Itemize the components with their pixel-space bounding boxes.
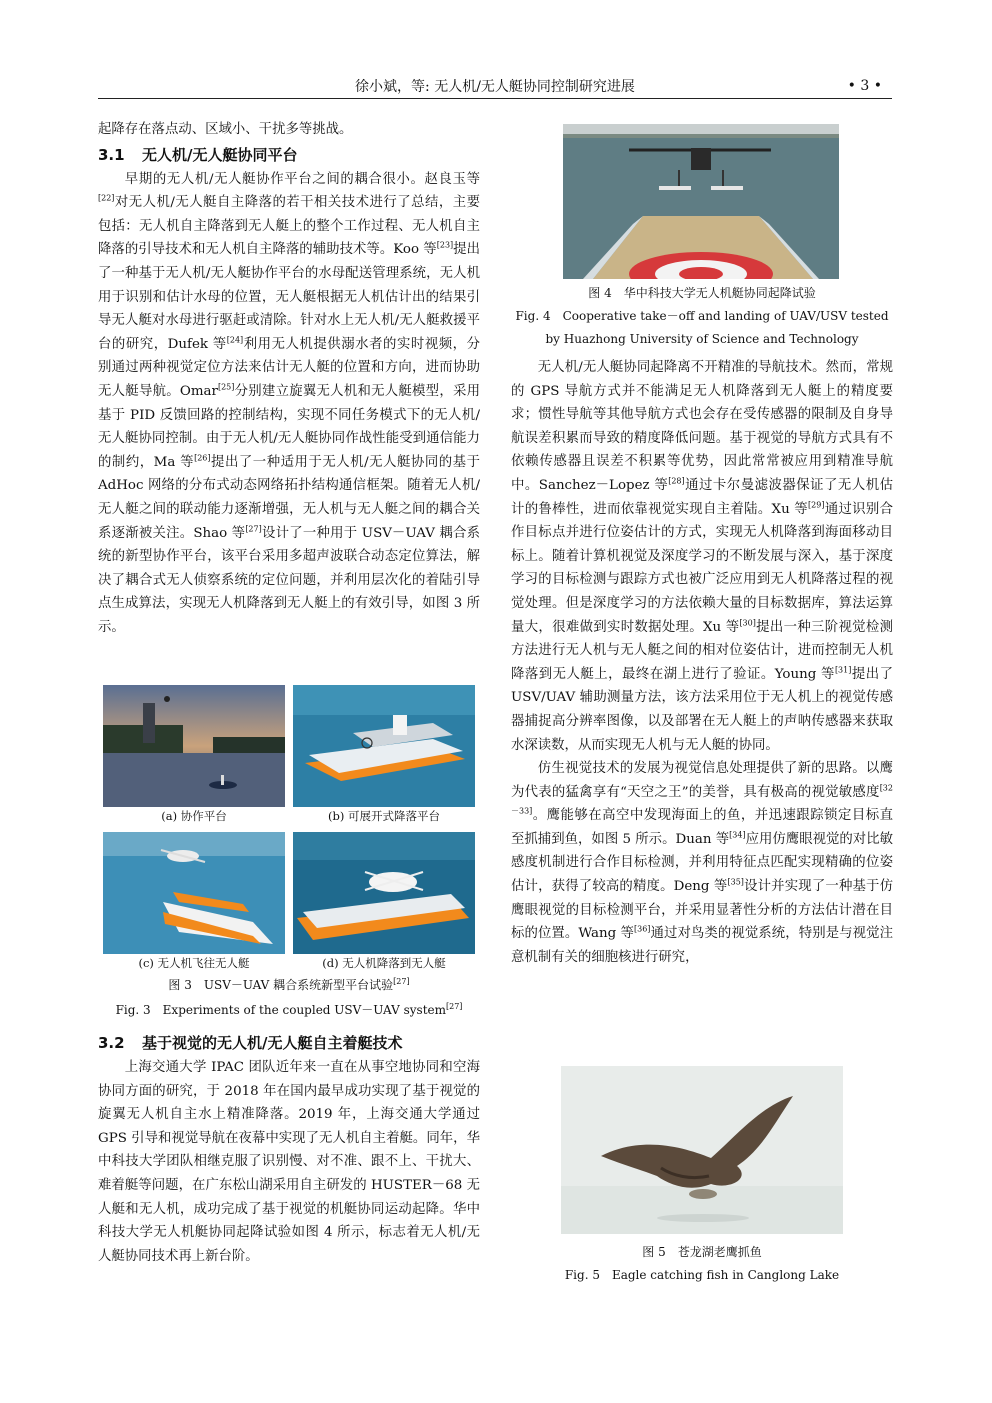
section-heading-3-2: 3.2 基于视觉的无人机/无人艇自主着艇技术 bbox=[98, 1034, 403, 1052]
header-rule bbox=[98, 98, 892, 99]
photo-deployable-landing-platform bbox=[293, 685, 475, 807]
figure-3 bbox=[98, 684, 480, 1024]
running-title: 徐小斌，等: 无人机/无人艇协同控制研究进展 bbox=[355, 79, 635, 95]
figure-3-caption-en: Fig. 3 Experiments of the coupled USV－UAV system[27] bbox=[115, 1002, 463, 1017]
figure-5-caption-cn: 图 5 苍龙湖老鹰抓鱼 bbox=[642, 1245, 762, 1259]
running-header bbox=[98, 76, 892, 100]
subfigure-label-d: (d) 无人机降落到无人艇 bbox=[322, 956, 446, 970]
paragraph-vision-landing: 上海交通大学 IPAC 团队近年来一直在从事空地协同和空海协同方面的研究，于 2018 年在国内最早成功实现了基于视觉的旋翼无人机自主水上精准降落。2019 年，上海交通大学通过 GPS 引导和视觉导航在夜幕中实现了无人机自主着艇。同年，华中科技大学团队相继克服了识别慢、对不准、跟不上、干扰大、难着艇等问题，在广东松山湖采用自主研发的 HUSTER－68 无人艇和无人机，成功完成了基于视觉的机艇协同运动起降。华中科技大学无人机艇协同起降试验如图 4 所示，标志着无人机/无人艇协同技术再上新台阶。 bbox=[98, 1060, 480, 1264]
paragraph-bionic-vision: 仿生视觉技术的发展为视觉信息处理提供了新的思路。以鹰为代表的猛禽享有“天空之王”的美誉，具有极高的视觉敏感度[32－33]。鹰能够在高空中发现海面上的鱼，并迅速跟踪锁定目标直至抓捕到鱼，如图 5 所示。Duan 等[34]应用仿鹰眼视觉的对比敏感度机制进行合作目标检测，并利用特征点匹配实现精确的位姿估计，获得了较高的精度。Deng 等[35]设计并实现了一种基于仿鹰眼视觉的目标检测平台，并采用显著性分析的方法估计潜在目标的位置。Wang 等[36]通过对鸟类的视觉系统，特别是与视觉注意机制有关的细胞核进行研究， bbox=[511, 761, 893, 965]
figure-4 bbox=[511, 118, 893, 350]
figure-3-caption-cn: 图 3 USV－UAV 耦合系统新型平台试验[27] bbox=[168, 977, 410, 992]
figure-4-caption-en-line1: Fig. 4 Cooperative take－off and landing of UAV/USV tested bbox=[515, 309, 889, 323]
paragraph-platform: 早期的无人机/无人艇协作平台之间的耦合很小。赵良玉等[22]对无人机/无人艇自主降落的若干相关技术进行了总结，主要包括：无人机自主降落到无人艇上的整个工作过程、无人机自主降落的引导技术和无人机自主降落的辅助技术等。Koo 等[23]提出了一种基于无人机/无人艇协作平台的水母配送管理系统，无人机用于识别和估计水母的位置，无人艇根据无人机估计出的结果引导无人艇对水母进行驱赶或清除。针对水上无人机/无人艇救援平台的研究，Dufek 等[24]利用无人机提供溺水者的实时视频，分别通过两种视觉定位方法来估计无人艇的位置和方向，进而协助无人艇导航。Omar[25]分别建立旋翼无人机和无人艇模型，采用基于 PID 反馈回路的控制结构，实现不同任务模式下的无人机/无人艇协同控制。由于无人机/无人艇协同作战性能受到通信能力的制约，Ma 等[26]提出了一种适用于无人机/无人艇协同的基于 AdHoc 网络的分布式动态网络拓扑结构通信框架。随着无人机/无人艇之间的联动能力逐渐增强，无人机与无人艇之间的耦合关系逐渐被关注。Shao 等[27]设计了一种用于 USV－UAV 耦合系统的新型协作平台，该平台采用多超声波联合动态定位算法，解决了耦合式无人侦察系统的定位问题，并利用层次化的着陆引导点生成算法，实现无人机降落到无人艇上的有效引导，如图 3 所示。 bbox=[98, 171, 481, 635]
page-number: • 3 • bbox=[847, 78, 882, 94]
paragraph-navigation: 无人机/无人艇协同起降离不开精准的导航技术。然而，常规的 GPS 导航方式并不能满足无人机降落到无人艇上的精度要求；惯性导航等其他导航方式也会存在受传感器的限制及自身导航误差积累而导致的精度降低问题。基于视觉的导航方式具有不依赖传感器且误差不积累等优势，因此常常被应用到精准导航中。Sanchez－Lopez 等[28]通过卡尔曼滤波器保证了无人机估计的鲁棒性，进而依靠视觉实现自主着陆。Xu 等[29]通过识别合作目标点并进行位姿估计的方式，实现无人机降落到海面移动目标上。随着计算机视觉及深度学习的不断发展与深入，基于深度学习的目标检测与跟踪方式也被广泛应用到无人机降落过程的视觉处理。但是深度学习的方法依赖大量的目标数据库，算法运算量大，很难做到实时数据处理。Xu 等[30]提出一种三阶视觉检测方法进行无人机与无人艇之间的相对位姿估计，进而控制无人机降落到无人艇上，最终在湖上进行了验证。Young 等[31]提出了 USV/UAV 辅助测量方法，该方法采用位于无人机上的视觉传感器捕捉高分辨率图像，以及部署在无人艇上的声呐传感器来获取水深读数，从而实现无人机与无人艇的协同。 bbox=[511, 360, 894, 753]
photo-uav-usv-takeoff-landing bbox=[563, 124, 839, 279]
figure-5 bbox=[511, 1066, 893, 1286]
left-column-lower bbox=[98, 1030, 480, 1268]
subfigure-label-a: (a) 协作平台 bbox=[161, 809, 227, 823]
subfigure-label-c: (c) 无人机飞往无人艇 bbox=[138, 956, 250, 970]
section-heading-3-1: 3.1 无人机/无人艇协同平台 bbox=[98, 145, 298, 164]
subfigure-label-b: (b) 可展开式降落平台 bbox=[328, 809, 440, 823]
photo-uav-flying-to-usv bbox=[103, 832, 285, 954]
figure-5-caption-en: Fig. 5 Eagle catching fish in Canglong Lake bbox=[564, 1268, 840, 1282]
figure-4-caption-en-line2: by Huazhong University of Science and Technology bbox=[545, 332, 859, 346]
left-column bbox=[98, 118, 480, 639]
photo-uav-landing-on-usv bbox=[293, 832, 475, 954]
figure-4-caption-cn: 图 4 华中科技大学无人机艇协同起降试验 bbox=[588, 286, 816, 300]
paragraph-continued: 起降存在落点动、区域小、干扰多等挑战。 bbox=[98, 122, 353, 137]
photo-eagle-catching-fish bbox=[561, 1066, 843, 1234]
photo-cooperative-platform bbox=[103, 685, 285, 807]
right-column bbox=[511, 356, 893, 969]
